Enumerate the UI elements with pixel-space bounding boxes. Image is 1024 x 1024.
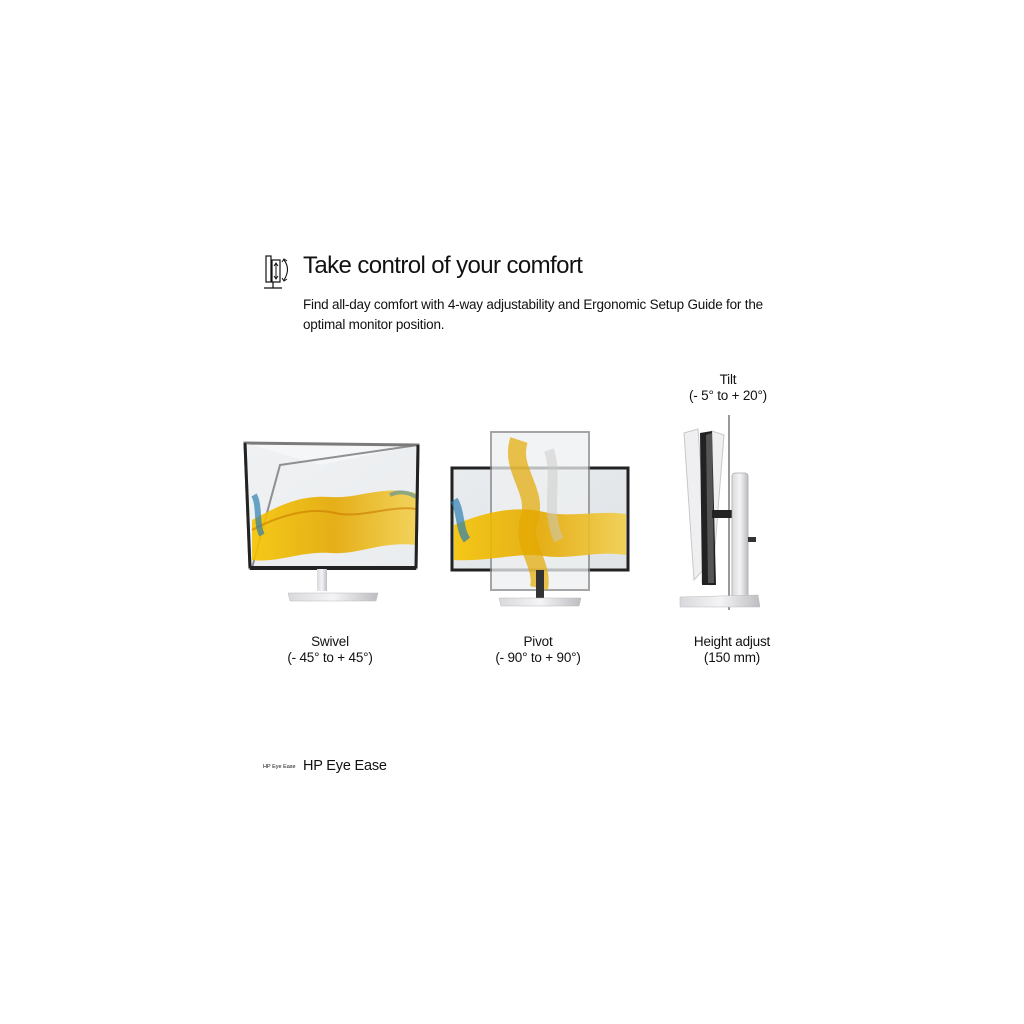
hp-eye-ease-logo: HP Eye Ease — [263, 764, 296, 770]
ergonomic-adjust-icon — [262, 250, 294, 292]
footer-title: HP Eye Ease — [303, 758, 387, 774]
pivot-caption — [478, 634, 598, 666]
tilt-caption — [678, 372, 778, 404]
height-label: Height adjust — [693, 634, 771, 649]
page-title: Take control of your comfort — [303, 252, 583, 279]
swivel-caption — [270, 634, 390, 666]
tilt-range: (- 5° to + 20°) — [689, 388, 767, 403]
height-caption — [672, 634, 792, 666]
swivel-label: Swivel — [311, 634, 349, 649]
description-line-1: Find all-day comfort with 4-way adjustability and Ergonomic Setup Guide for the — [303, 297, 763, 312]
page-description — [303, 295, 783, 335]
swivel-monitor-illustration — [240, 435, 425, 610]
pivot-monitor-illustration — [449, 430, 634, 610]
description-line-2: optimal monitor position. — [303, 317, 445, 332]
tilt-label: Tilt — [719, 372, 737, 387]
swivel-range: (- 45° to + 45°) — [287, 650, 373, 665]
pivot-range: (- 90° to + 90°) — [495, 650, 581, 665]
height-range: (150 mm) — [703, 650, 761, 665]
tilt-height-monitor-illustration — [672, 415, 772, 615]
pivot-label: Pivot — [523, 634, 553, 649]
